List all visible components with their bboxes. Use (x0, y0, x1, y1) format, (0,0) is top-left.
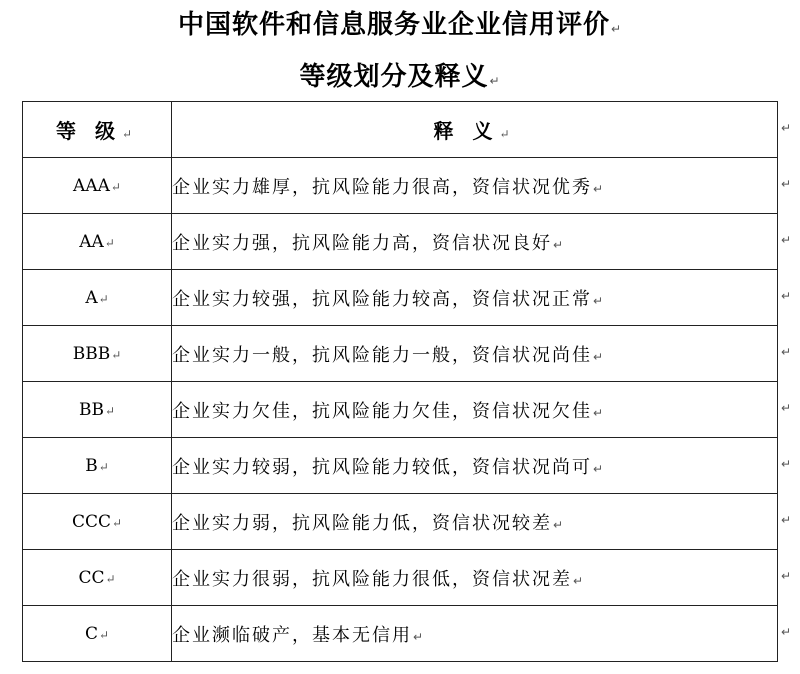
paragraph-mark-icon: ↵ (610, 22, 623, 36)
grade-cell (23, 214, 172, 270)
paragraph-mark-icon: ↵ (593, 349, 606, 364)
row-end-mark-icon: ↵ (781, 513, 792, 527)
paragraph-mark-icon: ↵ (98, 291, 109, 306)
title-line1-text: 中国软件和信息服务业企业信用评价 (177, 10, 610, 40)
table-row (23, 270, 778, 326)
paragraph-mark-icon: ↵ (104, 235, 115, 250)
grade-cell (23, 158, 172, 214)
row-end-mark-icon: ↵ (781, 401, 792, 415)
row-end-mark-icon: ↵ (781, 289, 792, 303)
meaning-cell (172, 270, 778, 326)
table-row (23, 326, 778, 382)
meaning-cell (172, 550, 778, 606)
meaning-value: 企业实力很弱，抗风险能力很低，资信状况差 (172, 568, 572, 590)
row-end-mark-icon: ↵ (781, 177, 792, 191)
grade-cell (23, 326, 172, 382)
grade-cell (23, 438, 172, 494)
paragraph-mark-icon: ↵ (111, 347, 122, 362)
grade-value: AA (79, 231, 104, 252)
meaning-cell (172, 326, 778, 382)
paragraph-mark-icon: ↵ (593, 461, 606, 476)
meaning-value: 企业实力强，抗风险能力高，资信状况良好 (172, 232, 552, 254)
paragraph-mark-icon: ↵ (98, 627, 110, 642)
table-row (23, 382, 778, 438)
row-end-mark-icon: ↵ (781, 625, 792, 639)
grade-value: CC (78, 567, 105, 588)
table-row (23, 550, 778, 606)
meaning-cell (172, 606, 778, 662)
meaning-cell (172, 494, 778, 550)
grade-value: BB (78, 399, 104, 420)
row-end-mark-icon: ↵ (781, 569, 792, 583)
meaning-value: 企业实力较强，抗风险能力较高，资信状况正常 (172, 288, 592, 310)
header-grade (23, 102, 172, 158)
grade-cell (23, 382, 172, 438)
header-meaning (172, 102, 778, 158)
paragraph-mark-icon: ↵ (489, 74, 501, 88)
grade-value: B (85, 455, 98, 476)
grade-cell (23, 550, 172, 606)
paragraph-mark-icon: ↵ (499, 127, 516, 141)
meaning-cell (172, 438, 778, 494)
meaning-value: 企业实力雄厚，抗风险能力很高，资信状况优秀 (172, 176, 592, 198)
paragraph-mark-icon: ↵ (553, 517, 566, 532)
table-row (23, 158, 778, 214)
meaning-value: 企业实力欠佳，抗风险能力欠佳，资信状况欠佳 (172, 400, 592, 422)
document-title-line1 (0, 4, 800, 41)
meaning-value: 企业实力一般，抗风险能力一般，资信状况尚佳 (172, 344, 592, 366)
grade-value: CCC (71, 511, 111, 532)
table-row (23, 606, 778, 662)
grade-value: AAA (73, 175, 110, 196)
meaning-value: 企业实力较弱，抗风险能力较低，资信状况尚可 (172, 456, 592, 478)
document-title-line2 (0, 56, 800, 93)
paragraph-mark-icon: ↵ (593, 293, 606, 308)
grade-cell (23, 606, 172, 662)
grade-table (22, 101, 778, 662)
table-header-row (23, 102, 778, 158)
paragraph-mark-icon: ↵ (553, 237, 566, 252)
paragraph-mark-icon: ↵ (413, 629, 426, 644)
row-end-mark-icon: ↵ (781, 345, 792, 359)
paragraph-mark-icon: ↵ (573, 573, 586, 588)
title-line2-text: 等级划分及释义 (299, 62, 489, 92)
table-row (23, 438, 778, 494)
meaning-cell (172, 214, 778, 270)
grade-value: BBB (72, 343, 111, 364)
meaning-value: 企业实力弱，抗风险能力低，资信状况较差 (172, 512, 552, 534)
header-meaning-label: 释 义 (433, 119, 499, 143)
grade-value: C (84, 623, 98, 644)
paragraph-mark-icon: ↵ (98, 459, 109, 474)
paragraph-mark-icon: ↵ (121, 127, 139, 141)
paragraph-mark-icon: ↵ (593, 405, 606, 420)
table-row (23, 494, 778, 550)
meaning-cell (172, 158, 778, 214)
header-grade-label: 等 级 (55, 119, 121, 143)
paragraph-mark-icon: ↵ (593, 181, 606, 196)
grade-cell (23, 270, 172, 326)
meaning-cell (172, 382, 778, 438)
meaning-value: 企业濒临破产，基本无信用 (172, 624, 412, 646)
grade-cell (23, 494, 172, 550)
table-row (23, 214, 778, 270)
row-end-mark-icon: ↵ (781, 121, 792, 135)
row-end-mark-icon: ↵ (781, 233, 792, 247)
paragraph-mark-icon: ↵ (110, 179, 121, 194)
paragraph-mark-icon: ↵ (104, 403, 116, 418)
row-end-mark-icon: ↵ (781, 457, 792, 471)
paragraph-mark-icon: ↵ (105, 571, 116, 586)
grade-value: A (85, 287, 98, 308)
paragraph-mark-icon: ↵ (111, 515, 123, 530)
